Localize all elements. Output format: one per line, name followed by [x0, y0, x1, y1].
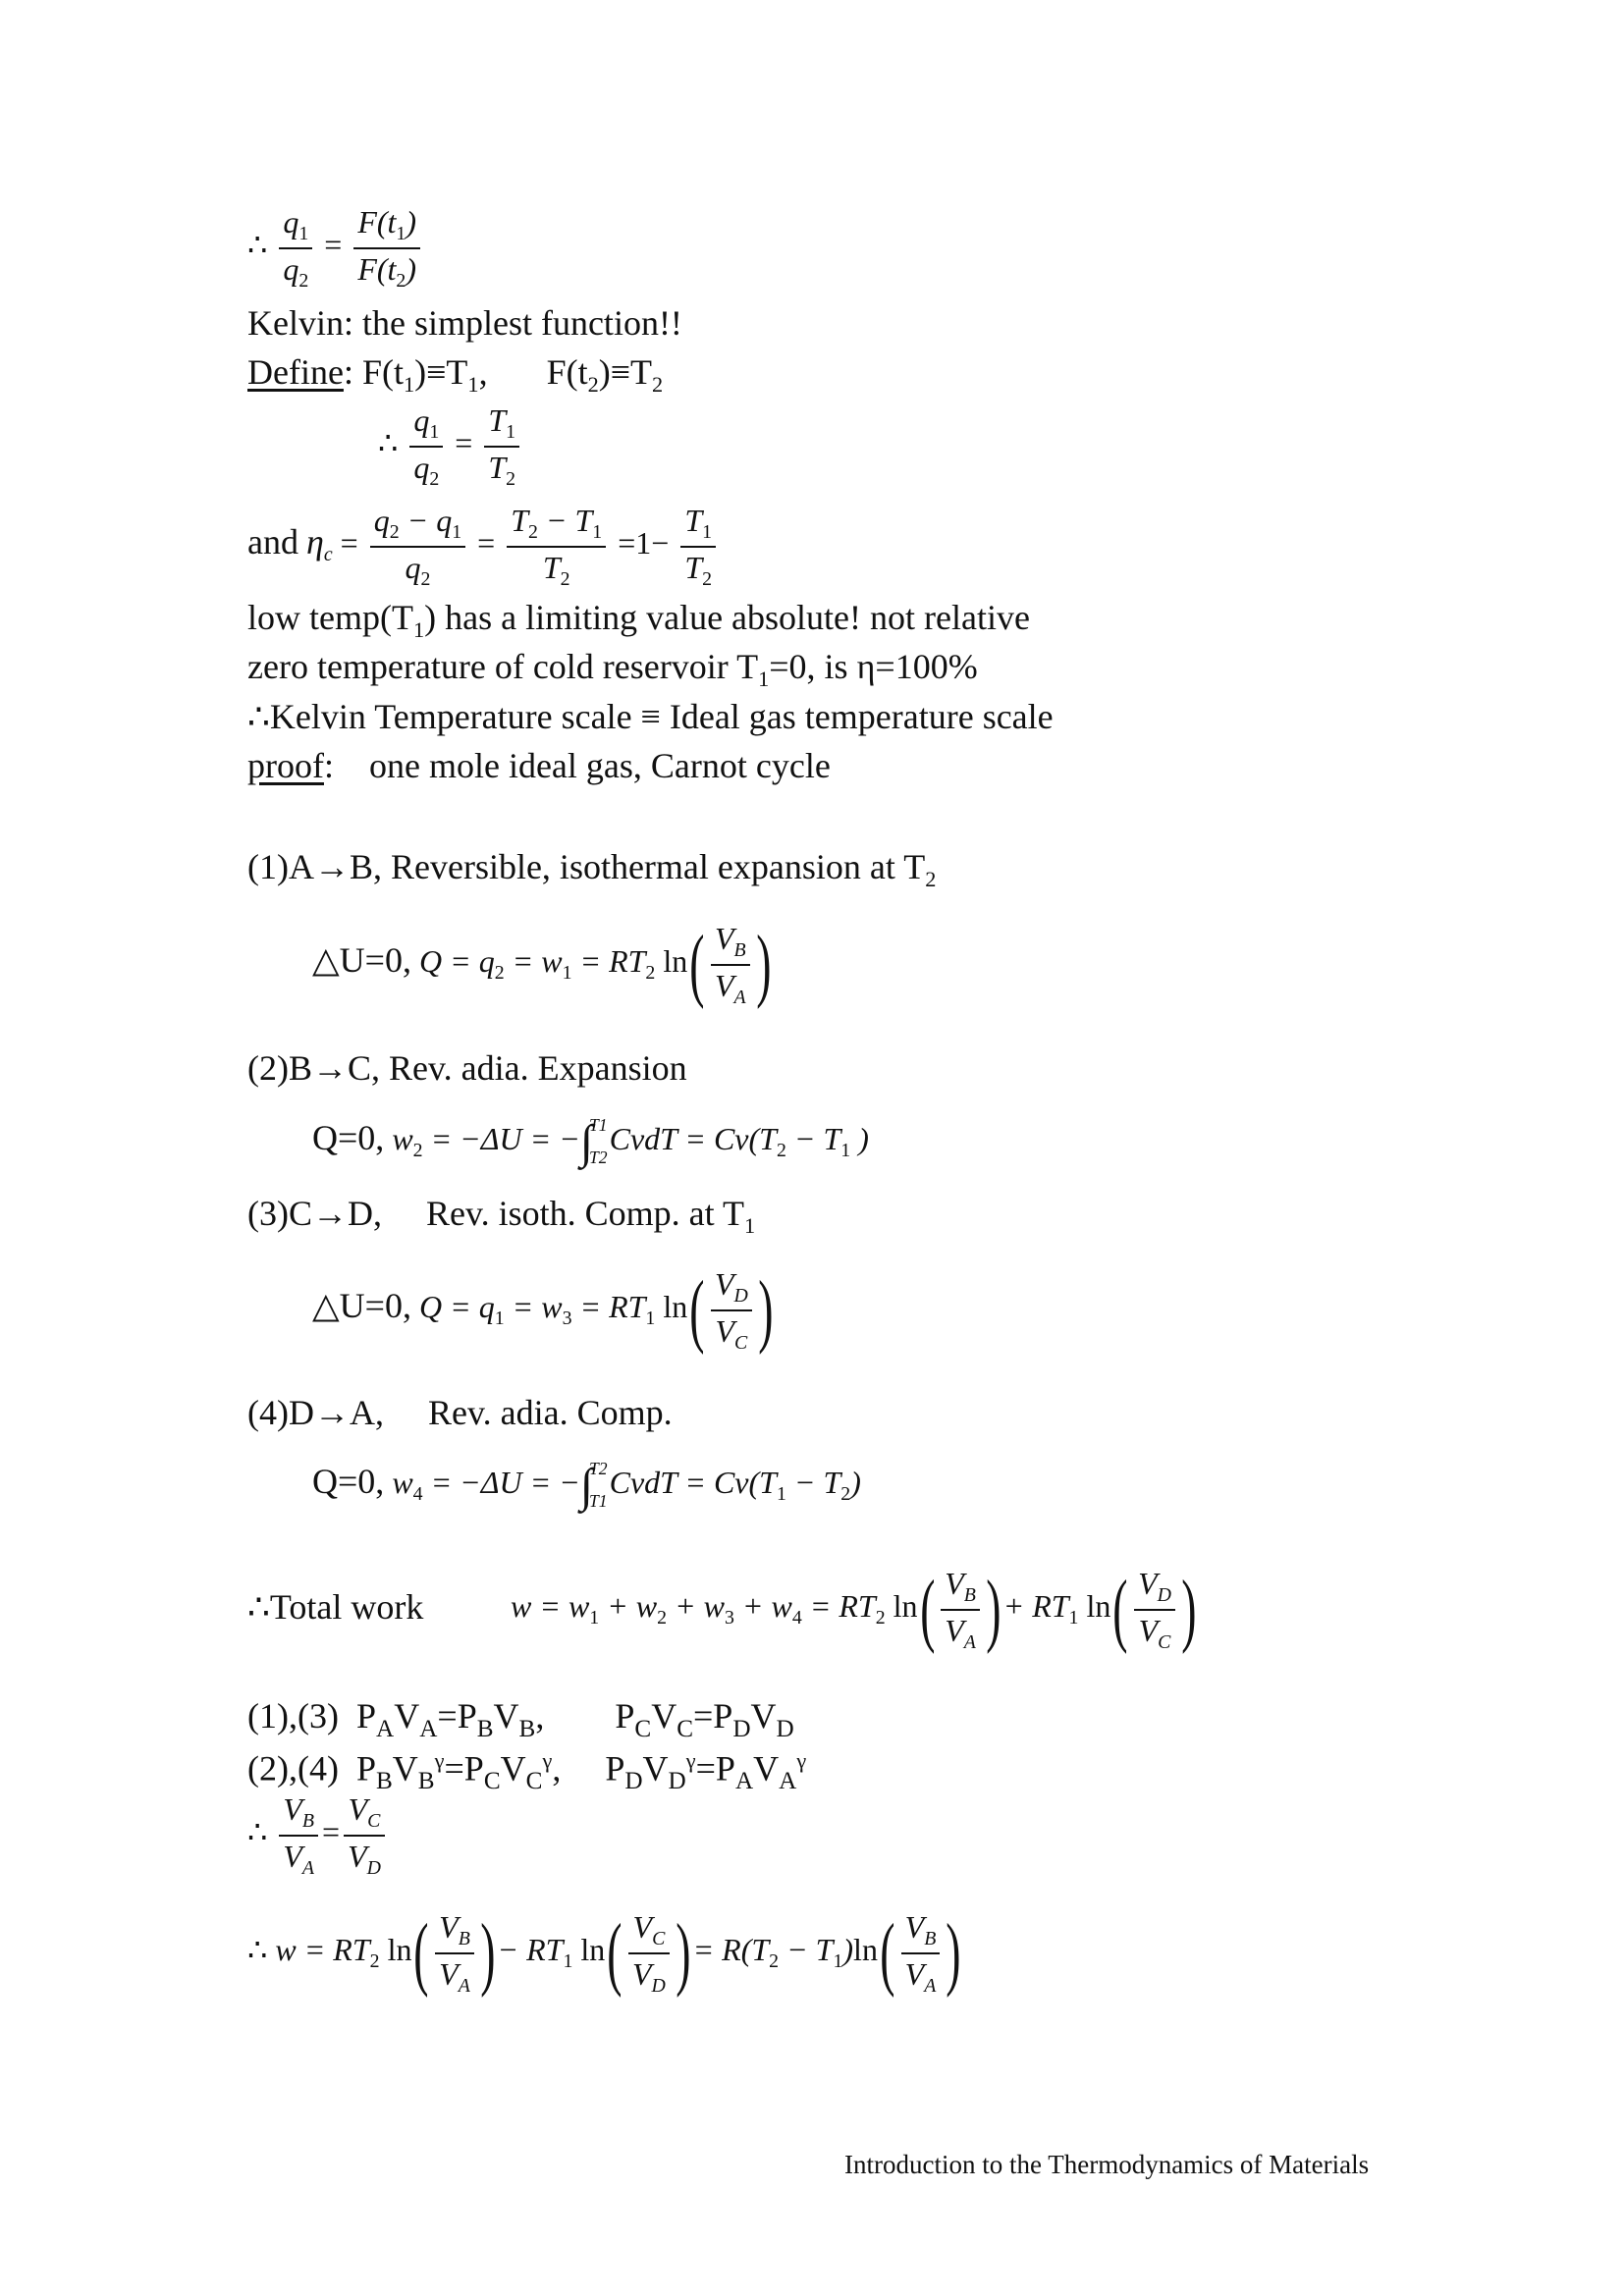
equation-total-work: $w = w_1 + w_2 + w_3 + w_4 = RT_2$ ln( $\frac{V_B}{V_A}$ )+ $RT_1$ ln( $\frac{V_D}{V_C}$ ) [511, 1564, 1197, 1655]
equation-q-ratio: ∴ $\frac{q_1}{q_2}$ = $\frac{F(t_1)}{F(t_2)}$ [247, 204, 424, 293]
therefore-symbol: ∴ [247, 227, 268, 263]
step-3: (3)C→D, Rev. isoth. Comp. at $T_1$ [247, 1194, 756, 1238]
relation-24: (2),(4) $P_BV_B^\gamma=P_CV_C^\gamma$, $P_DV_D^\gamma=P_AV_A^\gamma$ [247, 1748, 807, 1795]
define-line: Define: $F(t_1)\equiv T_1$, $F(t_2)\equiv T_2$ [247, 352, 664, 397]
equation-step-3: △U=0, $Q = q_1 = w_3 = RT_1$ ln( $\frac{V_D}{V_C}$ ) [312, 1264, 774, 1356]
step-1: (1)A→B, Reversible, isothermal expansion at $T_2$ [247, 847, 937, 891]
equation-step-4: Q=0, $w_4 = -\Delta U$ = −∫ T2 T1 CvdT = $Cv(T_1 - T_2)$ [312, 1459, 861, 1512]
step-4: (4)D→A, Rev. adia. Comp. [247, 1393, 673, 1432]
kelvin-line: Kelvin: the simplest function!! [247, 303, 682, 343]
equation-step-1: △U=0, $Q = q_2 = w_1 = RT_2$ ln( $\frac{V_B}{V_A}$ ) [312, 919, 772, 1010]
low-temp-line: low $temp(T_1)$ has a limiting value absolute! not relative [247, 598, 1030, 642]
relation-13: (1),(3) $P_AV_A=P_BV_B$, $P_CV_C=P_DV_D$ [247, 1696, 794, 1742]
total-work-label: ∴Total work [247, 1587, 424, 1627]
proof-line: proof: one mole ideal gas, Carnot cycle [247, 746, 831, 785]
equation-q-t-ratio: ∴ $\frac{q_1}{q_2}$ = $\frac{T_1}{T_2}$ [378, 402, 523, 491]
fraction-q1-q2: $\frac{q_1}{q_2}$ [279, 204, 312, 293]
fraction-f-t: $\frac{F(t_1)}{F(t_2)}$ [353, 204, 420, 293]
page-footer: Introduction to the Thermodynamics of Materials [844, 2150, 1370, 2179]
equation-efficiency: and $\eta_c$ = $\frac{q_2 - q_1}{q_2}$ = $\frac{T_2 - T_1}{T_2}$ =1− $\frac{T_1}{T_2}$ [247, 503, 720, 591]
define-label: Define [247, 352, 344, 392]
step-2: (2)B→C, Rev. adia. Expansion [247, 1048, 687, 1088]
equation-volume-ratio: ∴ $\frac{V_B}{V_A}$ = $\frac{V_C}{V_D}$ [247, 1791, 389, 1880]
kelvin-scale-line: ∴Kelvin Temperature scale ≡ Ideal gas temperature scale [247, 697, 1054, 736]
equation-step-2: Q=0, $w_2 = -\Delta U$ = −∫ T1 T2 CvdT = $Cv(T_2 - T_1$ ) [312, 1115, 869, 1168]
proof-label: proof [247, 746, 324, 785]
zero-temp-line: zero temperature of cold reservoir $T_1=0$, is η=100% [247, 647, 978, 691]
equation-final-work: ∴ $w = RT_2$ ln( $\frac{V_B}{V_A}$ )− $RT_1$ ln( $\frac{V_C}{V_D}$ )= $R(T_2 - T_1)\ln$( $\frac{V_B}{V_A}$ ) [247, 1907, 961, 1999]
